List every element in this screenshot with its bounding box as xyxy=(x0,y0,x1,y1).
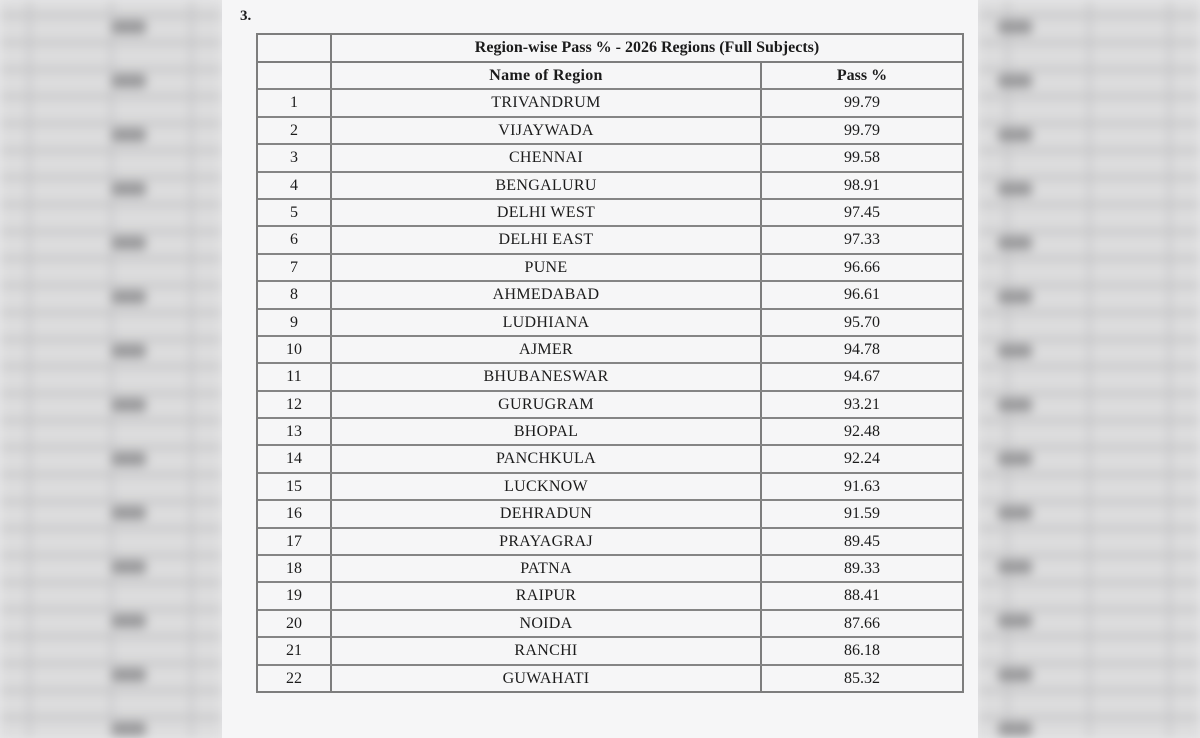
serial-number: 11 xyxy=(286,368,302,386)
region-name: BHOPAL xyxy=(330,419,760,444)
pass-percent: 94.78 xyxy=(760,337,962,362)
table-row xyxy=(258,666,962,691)
table-row xyxy=(258,90,962,117)
pass-percent: 96.66 xyxy=(760,255,962,280)
pass-percent: 99.79 xyxy=(760,90,962,115)
table-row xyxy=(258,611,962,638)
serial-number: 5 xyxy=(290,203,298,221)
region-name: DEHRADUN xyxy=(330,501,760,526)
table-row xyxy=(258,118,962,145)
serial-number: 4 xyxy=(290,176,298,194)
pass-percent: 91.63 xyxy=(760,474,962,499)
table-row xyxy=(258,145,962,172)
pass-percent: 87.66 xyxy=(760,611,962,636)
serial-number: 22 xyxy=(286,669,302,687)
serial-number: 21 xyxy=(286,642,302,660)
pass-percent: 85.32 xyxy=(760,666,962,691)
region-name: PUNE xyxy=(330,255,760,280)
pass-percent: 97.33 xyxy=(760,227,962,252)
serial-number: 17 xyxy=(286,532,302,550)
pass-percent: 92.48 xyxy=(760,419,962,444)
serial-number: 15 xyxy=(286,477,302,495)
region-pass-table xyxy=(256,33,964,693)
serial-number: 18 xyxy=(286,560,302,578)
region-name: CHENNAI xyxy=(330,145,760,170)
serial-number: 2 xyxy=(290,121,298,139)
section-number: 3. xyxy=(240,8,252,24)
table-row xyxy=(258,638,962,665)
table-row xyxy=(258,446,962,473)
serial-number: 8 xyxy=(290,286,298,304)
region-name: GUWAHATI xyxy=(330,666,760,691)
pass-percent: 89.33 xyxy=(760,556,962,581)
region-name: TRIVANDRUM xyxy=(330,90,760,115)
region-name: RAIPUR xyxy=(330,583,760,608)
region-name: VIJAYWADA xyxy=(330,118,760,143)
serial-number: 16 xyxy=(286,505,302,523)
pass-percent: 97.45 xyxy=(760,200,962,225)
region-name: BHUBANESWAR xyxy=(330,364,760,389)
pass-percent: 99.58 xyxy=(760,145,962,170)
pass-percent: 86.18 xyxy=(760,638,962,663)
blurred-background-page-right xyxy=(978,0,1200,738)
table-row xyxy=(258,392,962,419)
table-row xyxy=(258,583,962,610)
serial-number: 19 xyxy=(286,587,302,605)
serial-number: 3 xyxy=(290,149,298,167)
serial-number: 1 xyxy=(290,94,298,112)
pass-percent: 89.45 xyxy=(760,529,962,554)
pass-percent: 99.79 xyxy=(760,118,962,143)
serial-number: 9 xyxy=(290,313,298,331)
table-title: Region-wise Pass % - 2026 Regions (Full Subjects) xyxy=(330,35,962,61)
table-row xyxy=(258,474,962,501)
serial-number: 12 xyxy=(286,395,302,413)
serial-number: 10 xyxy=(286,340,302,358)
region-name: PANCHKULA xyxy=(330,446,760,471)
table-row xyxy=(258,255,962,282)
table-row xyxy=(258,337,962,364)
region-name: NOIDA xyxy=(330,611,760,636)
table-row xyxy=(258,556,962,583)
pass-percent: 92.24 xyxy=(760,446,962,471)
pass-percent: 93.21 xyxy=(760,392,962,417)
serial-number: 14 xyxy=(286,450,302,468)
table-row xyxy=(258,282,962,309)
blurred-background-page-left xyxy=(0,0,222,738)
region-name: BENGALURU xyxy=(330,173,760,198)
region-name: AJMER xyxy=(330,337,760,362)
table-row xyxy=(258,529,962,556)
table-row xyxy=(258,173,962,200)
region-name: PATNA xyxy=(330,556,760,581)
region-name: PRAYAGRAJ xyxy=(330,529,760,554)
pass-percent: 94.67 xyxy=(760,364,962,389)
header-pass-percent: Pass % xyxy=(760,63,962,88)
pass-percent: 88.41 xyxy=(760,583,962,608)
region-name: LUCKNOW xyxy=(330,474,760,499)
pass-percent: 96.61 xyxy=(760,282,962,307)
region-name: RANCHI xyxy=(330,638,760,663)
region-name: LUDHIANA xyxy=(330,310,760,335)
pass-percent: 91.59 xyxy=(760,501,962,526)
pass-percent: 95.70 xyxy=(760,310,962,335)
table-row xyxy=(258,200,962,227)
table-header-row xyxy=(258,63,962,90)
table-title-row xyxy=(258,35,962,63)
table-row xyxy=(258,310,962,337)
region-name: DELHI EAST xyxy=(330,227,760,252)
serial-number: 13 xyxy=(286,423,302,441)
pass-percent: 98.91 xyxy=(760,173,962,198)
table-row xyxy=(258,501,962,528)
header-serial xyxy=(258,63,330,88)
table-row xyxy=(258,419,962,446)
serial-number: 20 xyxy=(286,614,302,632)
table-row xyxy=(258,364,962,391)
serial-number: 7 xyxy=(290,258,298,276)
region-name: GURUGRAM xyxy=(330,392,760,417)
region-name: AHMEDABAD xyxy=(330,282,760,307)
table-row xyxy=(258,227,962,254)
region-name: DELHI WEST xyxy=(330,200,760,225)
serial-number: 6 xyxy=(290,231,298,249)
header-region-name: Name of Region xyxy=(330,63,760,88)
